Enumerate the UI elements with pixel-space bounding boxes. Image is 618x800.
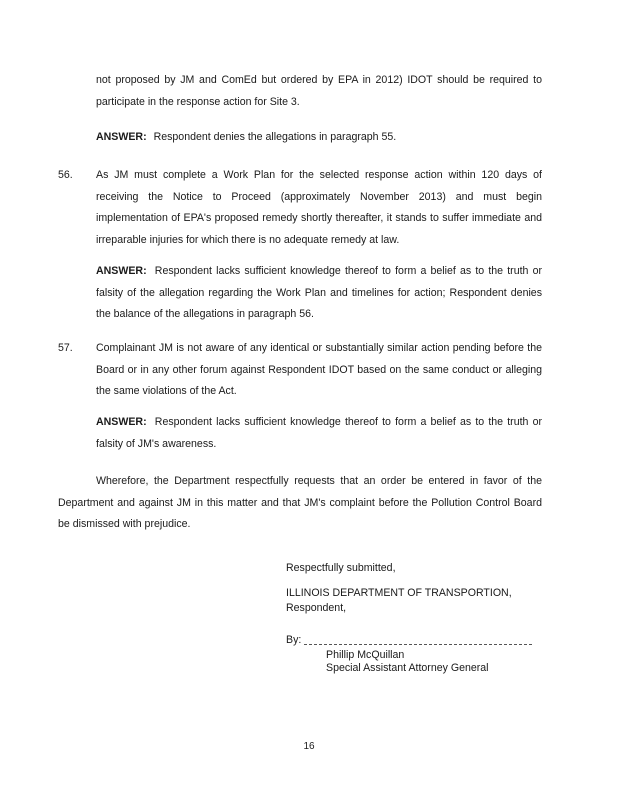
answer-57: [96, 412, 542, 455]
signer-title: Special Assistant Attorney General: [326, 662, 489, 674]
answer-55: [96, 127, 542, 149]
answer-56: [96, 261, 542, 326]
signature-role: Respondent,: [286, 602, 347, 614]
signature-organization: ILLINOIS DEPARTMENT OF TRANSPORTION,: [286, 587, 512, 599]
paragraph-56: [58, 165, 542, 251]
answer-56-text: Respondent lacks sufficient knowledge thereof to form a belief as to the truth or falsity of the allegation regarding the Work Plan and timelines for action; Respondent denies the balance of the allegations in paragraph 56.: [96, 265, 542, 320]
paragraph-55-continuation: [96, 70, 542, 113]
wherefore-clause: [58, 471, 542, 536]
wherefore-text: Wherefore, the Department respectfully requests that an order be entered in favor of the Department and against JM in this matter and that JM's complaint before the Pollution Control Board be dismissed with prejudice.: [58, 475, 542, 530]
signature-line: [304, 644, 532, 645]
answer-55-label: ANSWER:: [96, 131, 147, 143]
paragraph-57-text: Complainant JM is not aware of any identical or substantially similar action pending before the Board or in any other forum against Respondent IDOT based on the same conduct or alleging the same violations of the Act.: [96, 342, 542, 397]
paragraph-56-number: 56.: [58, 169, 73, 181]
signature-by-label: By:: [286, 634, 302, 646]
paragraph-57-number: 57.: [58, 342, 73, 354]
page-number: 16: [303, 741, 315, 752]
signer-name: Phillip McQuillan: [326, 649, 405, 661]
answer-57-label: ANSWER:: [96, 416, 147, 428]
paragraph-56-text: As JM must complete a Work Plan for the selected response action within 120 days of receiving the Notice to Proceed (approximately November 2013) and must begin implementation of EPA's proposed remedy shortly thereafter, it stands to suffer immediate and irreparable injuries for which there is no adequate remedy at law.: [96, 169, 542, 246]
signature-closing: Respectfully submitted,: [286, 562, 396, 574]
answer-56-label: ANSWER:: [96, 265, 147, 277]
answer-57-text: Respondent lacks sufficient knowledge thereof to form a belief as to the truth or falsity of JM's awareness.: [96, 416, 542, 450]
answer-55-text: Respondent denies the allegations in paragraph 55.: [153, 131, 397, 143]
paragraph-57: [58, 338, 542, 403]
paragraph-55-continuation-text: not proposed by JM and ComEd but ordered by EPA in 2012) IDOT should be required to participate in the response action for Site 3.: [96, 74, 542, 108]
signature-organization-block: [286, 586, 546, 616]
